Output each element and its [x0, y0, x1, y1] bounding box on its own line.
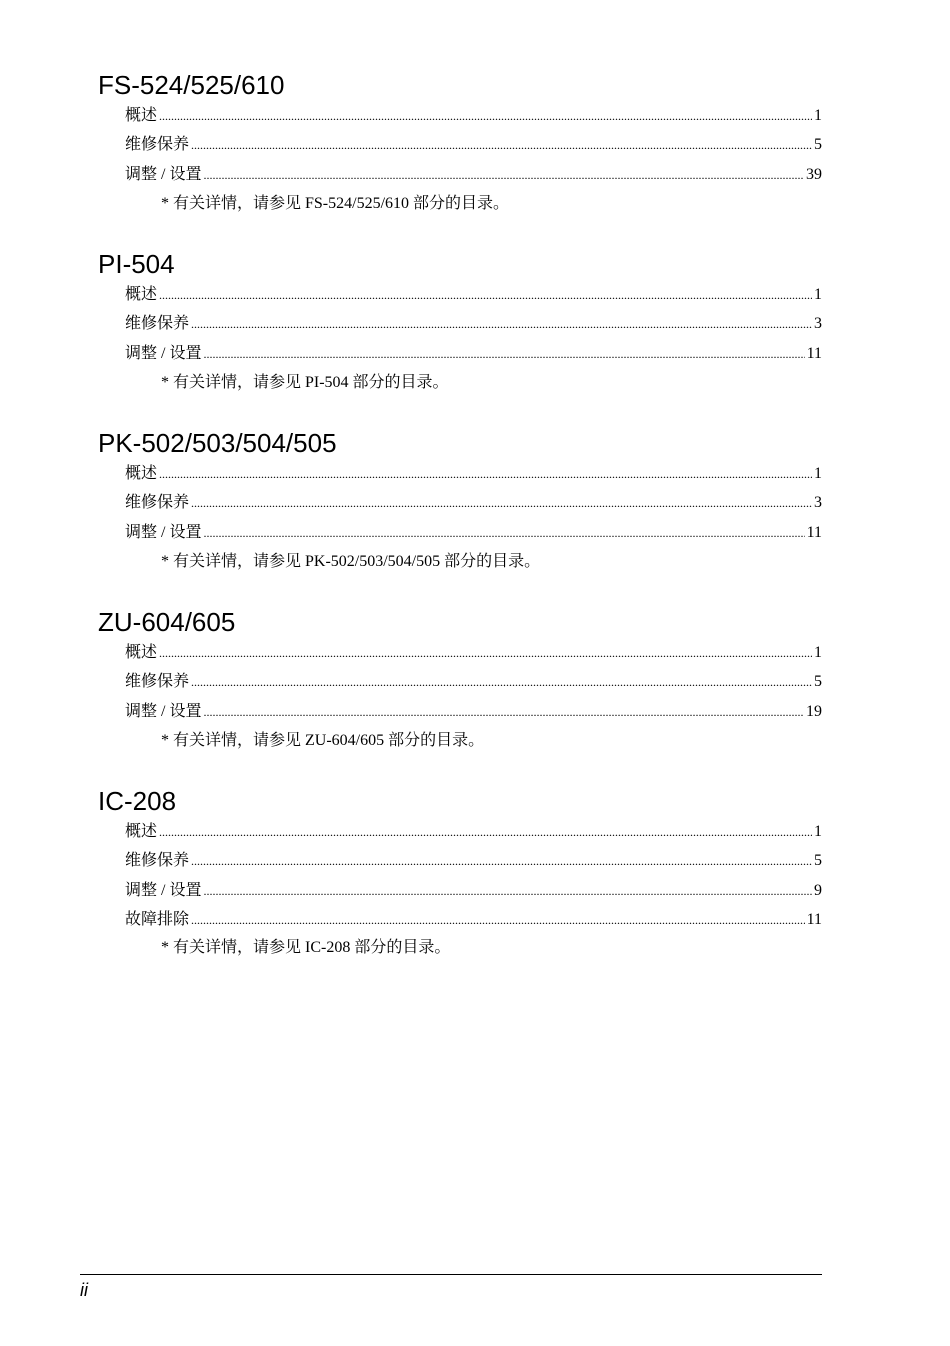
toc-entry[interactable]: [125, 910, 822, 939]
dot-leader: [159, 822, 812, 842]
toc-entry-page: 19: [806, 702, 822, 720]
toc-entry-label: 调整 / 设置: [125, 523, 202, 541]
toc-entry-label: 维修保养: [125, 136, 190, 154]
toc-entry-page: 9: [814, 881, 822, 899]
toc-entry-page: 11: [806, 344, 822, 362]
toc-list: [125, 464, 822, 552]
dot-leader: [203, 165, 804, 185]
toc-entry-page: 3: [814, 315, 822, 333]
toc-list: [125, 822, 822, 939]
toc-entry[interactable]: [125, 135, 822, 164]
toc-entry-label: 维修保养: [125, 494, 190, 512]
toc-entry[interactable]: [125, 881, 822, 910]
toc-note: * 有关详情，请参见 FS-524/525/610 部分的目录。: [161, 195, 510, 212]
toc-entry-label: 维修保养: [125, 673, 190, 691]
dot-leader: [159, 285, 812, 305]
toc-entry-page: 1: [814, 465, 822, 482]
footer-page-number: ii: [80, 1280, 88, 1300]
toc-entry-page: 1: [814, 107, 822, 124]
toc-entry-page: 5: [814, 852, 822, 870]
toc-entry[interactable]: [125, 523, 822, 552]
section-title: PK-502/503/504/505: [98, 428, 337, 458]
toc-note: * 有关详情，请参见 PI-504 部分的目录。: [161, 374, 449, 391]
toc-entry[interactable]: [125, 493, 822, 522]
dot-leader: [191, 135, 812, 155]
dot-leader: [159, 464, 812, 484]
toc-entry[interactable]: [125, 165, 822, 194]
toc-entry-label: 维修保养: [125, 852, 190, 870]
toc-note: * 有关详情，请参见 ZU-604/605 部分的目录。: [161, 732, 485, 749]
toc-entry[interactable]: [125, 851, 822, 880]
toc-entry-label: 概述: [125, 107, 158, 124]
toc-list: [125, 285, 822, 373]
section-title: FS-524/525/610: [98, 70, 285, 100]
toc-entry[interactable]: [125, 106, 822, 135]
toc-entry-page: 11: [806, 910, 822, 928]
toc-entry-label: 概述: [125, 644, 158, 661]
dot-leader: [191, 672, 812, 692]
footer-divider: [80, 1274, 822, 1275]
toc-entry-page: 5: [814, 136, 822, 154]
toc-entry-label: 维修保养: [125, 315, 190, 333]
toc-entry-page: 1: [814, 286, 822, 303]
toc-entry[interactable]: [125, 285, 822, 314]
dot-leader: [159, 643, 812, 663]
toc-entry[interactable]: [125, 643, 822, 672]
toc-entry-page: 1: [814, 823, 822, 840]
toc-entry-page: 11: [806, 523, 822, 541]
toc-note: * 有关详情，请参见 IC-208 部分的目录。: [161, 939, 451, 956]
section-title: IC-208: [98, 786, 177, 816]
toc-entry-page: 1: [814, 644, 822, 661]
toc-entry[interactable]: [125, 464, 822, 493]
dot-leader: [191, 314, 812, 334]
toc-entry[interactable]: [125, 672, 822, 701]
toc-entry[interactable]: [125, 344, 822, 373]
dot-leader: [191, 910, 805, 930]
dot-leader: [203, 523, 804, 543]
toc-note: * 有关详情，请参见 PK-502/503/504/505 部分的目录。: [161, 553, 541, 570]
toc-entry-label: 故障排除: [125, 910, 190, 928]
toc-entry-label: 调整 / 设置: [125, 702, 202, 720]
dot-leader: [191, 851, 812, 871]
toc-entry-label: 概述: [125, 823, 158, 840]
toc-entry-page: 39: [806, 165, 822, 183]
toc-entry[interactable]: [125, 822, 822, 851]
toc-entry-label: 调整 / 设置: [125, 165, 202, 183]
toc-entry-label: 概述: [125, 465, 158, 482]
toc-list: [125, 643, 822, 731]
section-title: ZU-604/605: [98, 607, 236, 637]
toc-entry[interactable]: [125, 314, 822, 343]
dot-leader: [191, 493, 812, 513]
dot-leader: [203, 881, 812, 901]
dot-leader: [203, 344, 804, 364]
dot-leader: [203, 702, 804, 722]
section-title: PI-504: [98, 249, 175, 279]
toc-entry-label: 调整 / 设置: [125, 344, 202, 362]
toc-entry-label: 概述: [125, 286, 158, 303]
toc-entry-label: 调整 / 设置: [125, 881, 202, 899]
toc-entry-page: 5: [814, 673, 822, 691]
toc-entry-page: 3: [814, 494, 822, 512]
toc-list: [125, 106, 822, 194]
dot-leader: [159, 106, 812, 126]
toc-entry[interactable]: [125, 702, 822, 731]
